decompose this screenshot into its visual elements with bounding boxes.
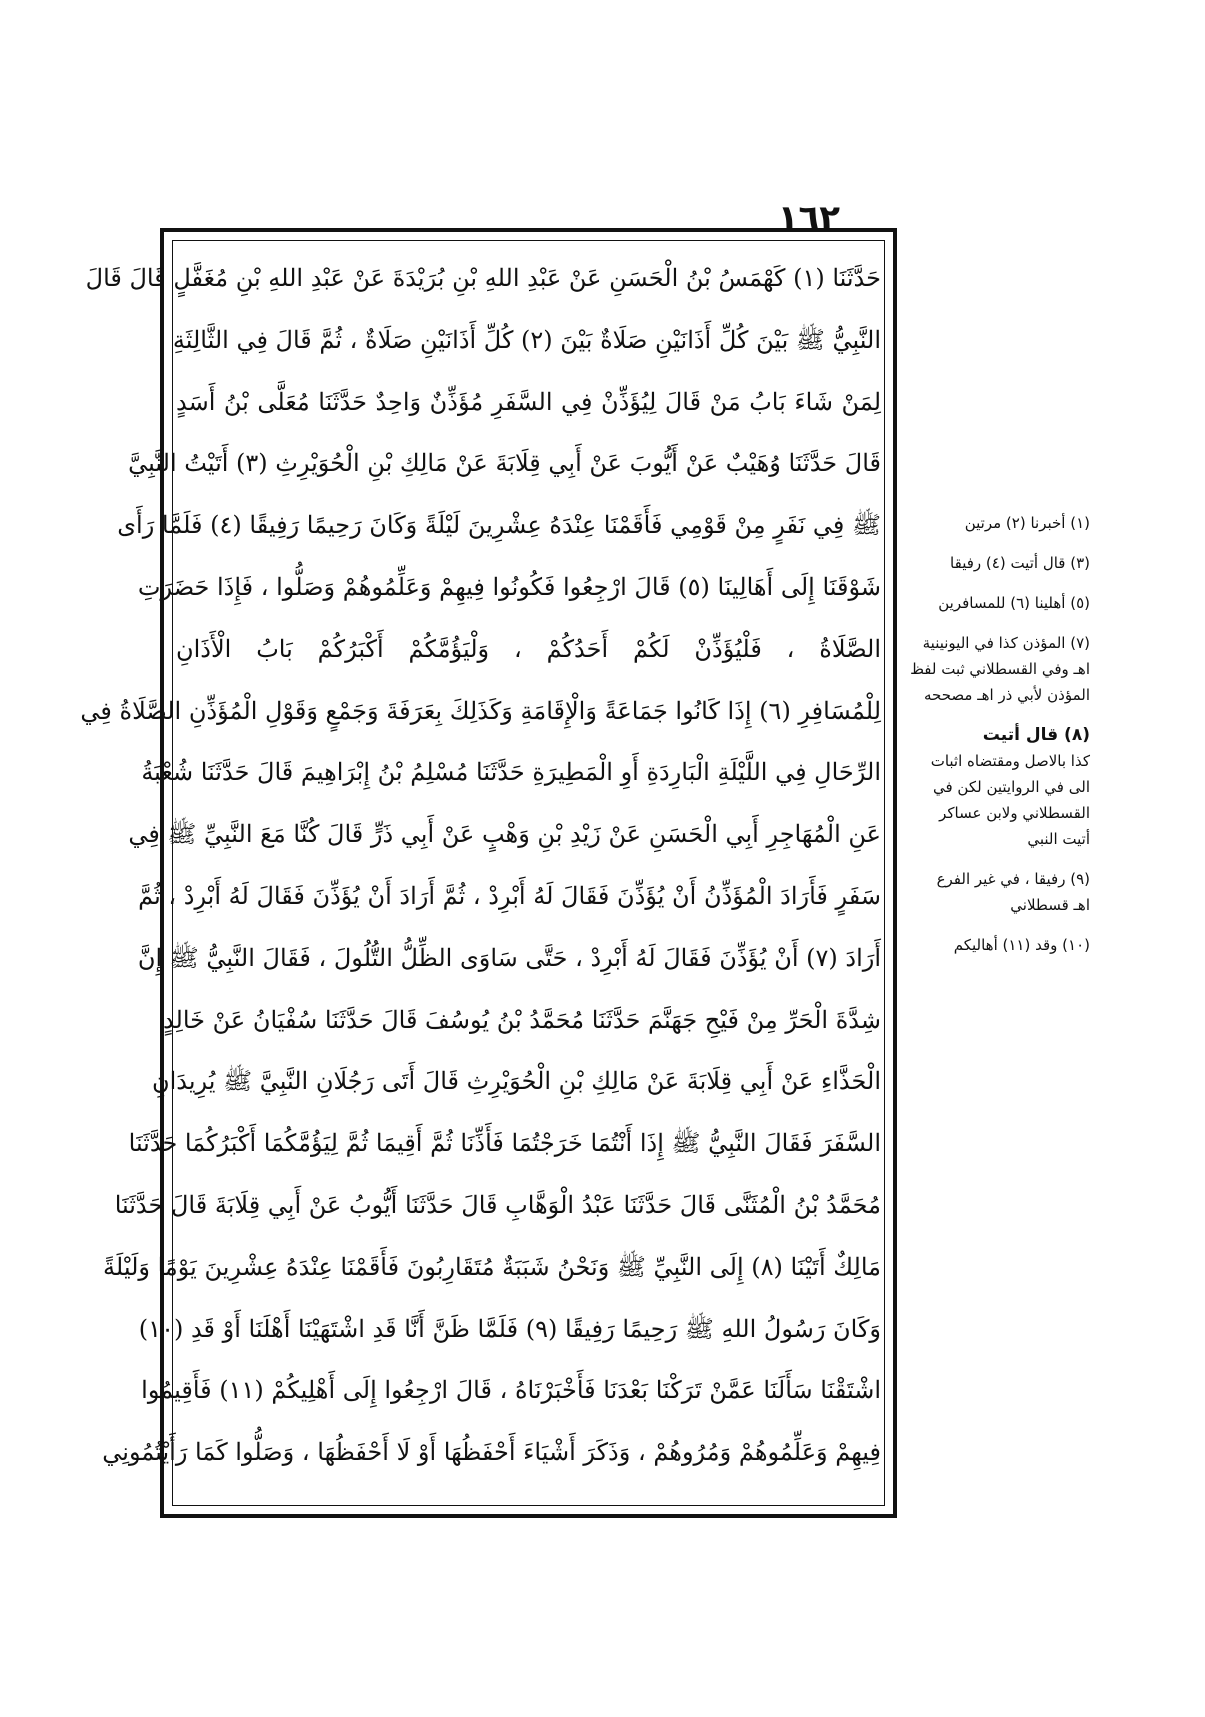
margin-note: (٣) قال أتيت (٤) رفيقا xyxy=(950,554,1090,572)
text-line-10: عَنِ الْمُهَاجِرِ أَبِي الْحَسَنِ عَنْ زَيْدِ بْنِ وَهْبٍ عَنْ أَبِي ذَرٍّ قَالَ كُنَّا مَعَ النَّبِيِّ ﷺ فِي xyxy=(128,820,881,849)
text-line-12: أَرَادَ (٧) أَنْ يُؤَذِّنَ فَقَالَ لَهُ أَبْرِدْ ، حَتَّى سَاوَى الظِّلُّ التُّلُولَ ، فَقَالَ النَّبِيُّ ﷺ إِنَّ xyxy=(137,943,881,972)
margin-note: القسطلاني ولابن عساكر xyxy=(939,804,1090,822)
text-line-15: السَّفَرَ فَقَالَ النَّبِيُّ ﷺ إِذَا أَنْتُمَا خَرَجْتُمَا فَأَذِّنَا ثُمَّ أَقِيمَا ثُمَّ لِيَؤُمَّكُمَا أَكْبَرُكُمَا حَدَّثَنَا xyxy=(128,1129,881,1158)
text-line-3: لِمَنْ شَاءَ بَابُ مَنْ قَالَ لِيُؤَذِّنْ فِي السَّفَرِ مُؤَذِّنٌ وَاحِدٌ حَدَّثَنَا مُعَلَّى بْنُ أَسَدٍ xyxy=(176,387,881,416)
text-line-2: النَّبِيُّ ﷺ بَيْنَ كُلِّ أَذَانَيْنِ صَلَاةٌ بَيْنَ (٢) كُلِّ أَذَانَيْنِ صَلَاةٌ ، ثُمَّ قَالَ فِي الثَّالِثَةِ xyxy=(172,325,881,354)
text-line-20: فِيهِمْ وَعَلِّمُوهُمْ وَمُرُوهُمْ ، وَذَكَرَ أَشْيَاءَ أَحْفَظُهَا أَوْ لَا أَحْفَظُهَا ، وَصَلُّوا كَمَا رَأَيْتُمُونِي xyxy=(102,1438,881,1467)
text-line-14: الْحَذَّاءِ عَنْ أَبِي قِلَابَةَ عَنْ مَالِكِ بْنِ الْحُوَيْرِثِ قَالَ أَتَى رَجُلَانِ النَّبِيَّ ﷺ يُرِيدَانِ xyxy=(151,1067,881,1096)
text-line-17: مَالِكٌ أَتَيْنَا (٨) إِلَى النَّبِيِّ ﷺ وَنَحْنُ شَبَبَةٌ مُتَقَارِبُونَ فَأَقَمْنَا عِنْدَهُ عِشْرِينَ يَوْمًا وَلَيْلَةً xyxy=(103,1252,881,1281)
text-line-19: اشْتَقْنَا سَأَلَنَا عَمَّنْ تَرَكْنَا بَعْدَنَا فَأَخْبَرْنَاهُ ، قَالَ ارْجِعُوا إِلَى أَهْلِيكُمْ (١١) فَأَقِيمُوا xyxy=(141,1376,881,1405)
text-line-16: مُحَمَّدُ بْنُ الْمُثَنَّى قَالَ حَدَّثَنَا عَبْدُ الْوَهَّابِ قَالَ حَدَّثَنَا أَيُّوبُ عَنْ أَبِي قِلَابَةَ قَالَ حَدَّثَنَا xyxy=(114,1190,881,1219)
margin-note: اهـ وفي القسطلاني ثبت لفظ xyxy=(910,660,1090,678)
text-frame xyxy=(80,228,897,1518)
text-line-7: الصَّلَاةُ ، فَلْيُؤَذِّنْ لَكُمْ أَحَدُكُمْ ، وَلْيَؤُمَّكُمْ أَكْبَرُكُمْ بَابُ الْأَذَانِ xyxy=(176,634,881,663)
text-line-8: لِلْمُسَافِرِ (٦) إِذَا كَانُوا جَمَاعَةً وَالْإِقَامَةِ وَكَذَلِكَ بِعَرَفَةَ وَجَمْعٍ وَقَوْلِ الْمُؤَذِّنِ الصَّلَاةُ فِي xyxy=(80,696,881,725)
text-line-11: سَفَرٍ فَأَرَادَ الْمُؤَذِّنُ أَنْ يُؤَذِّنَ فَقَالَ لَهُ أَبْرِدْ ، ثُمَّ أَرَادَ أَنْ يُؤَذِّنَ فَقَالَ لَهُ أَبْرِدْ ، ثُمَّ xyxy=(138,881,881,910)
margin-note: (١) أخبرنا (٢) مرتين xyxy=(964,514,1090,532)
margin-note: اهـ قسطلاني xyxy=(1010,896,1090,914)
text-line-1: حَدَّثَنَا (١) كَهْمَسُ بْنُ الْحَسَنِ عَنْ عَبْدِ اللهِ بْنِ بُرَيْدَةَ عَنْ عَبْدِ اللهِ بْنِ مُغَفَّلٍ قَالَ قَالَ xyxy=(85,264,881,292)
margin-note: (١٠) وقد (١١) أهاليكم xyxy=(953,936,1090,954)
margin-note: أتيت النبي xyxy=(1027,830,1090,848)
margin-note: (٥) أهلينا (٦) للمسافرين xyxy=(938,594,1090,612)
text-line-9: الرِّحَالِ فِي اللَّيْلَةِ الْبَارِدَةِ أَوِ الْمَطِيرَةِ حَدَّثَنَا مُسْلِمُ بْنُ إِبْرَاهِيمَ قَالَ حَدَّثَنَا شُعْبَةُ xyxy=(141,758,881,787)
text-line-5: ﷺ فِي نَفَرٍ مِنْ قَوْمِي فَأَقَمْنَا عِنْدَهُ عِشْرِينَ لَيْلَةً وَكَانَ رَحِيمًا رَفِيقًا (٤) فَلَمَّا رَأَى xyxy=(117,511,881,540)
margin-note: الى في الروايتين لكن في xyxy=(932,778,1090,796)
page-number: ١٦٢ xyxy=(777,198,840,238)
text-line-13: شِدَّةَ الْحَرِّ مِنْ فَيْحِ جَهَنَّمَ حَدَّثَنَا مُحَمَّدُ بْنُ يُوسُفَ قَالَ حَدَّثَنَا سُفْيَانُ عَنْ خَالِدٍ xyxy=(162,1005,881,1034)
margin-note: (٩) رفيقا ، في غير الفرع xyxy=(936,870,1090,888)
text-line-18: وَكَانَ رَسُولُ اللهِ ﷺ رَحِيمًا رَفِيقًا (٩) فَلَمَّا ظَنَّ أَنَّا قَدِ اشْتَهَيْنَا أَهْلَنَا أَوْ قَدِ (١٠) xyxy=(138,1314,881,1343)
margin-note: (٧) المؤذن كذا في اليونينية xyxy=(922,634,1090,652)
margin-note: (٨) قال أتيت xyxy=(982,725,1090,745)
margin-note: المؤذن لأبي ذر اهـ مصححه xyxy=(923,686,1090,704)
margin-notes xyxy=(905,510,1090,958)
margin-note: كذا بالاصل ومقتضاه اثبات xyxy=(930,752,1090,770)
text-line-6: شَوْقَنَا إِلَى أَهَالِينَا (٥) قَالَ ارْجِعُوا فَكُونُوا فِيهِمْ وَعَلِّمُوهُمْ وَصَلُّوا ، فَإِذَا حَضَرَتِ xyxy=(137,572,881,601)
main-text-block xyxy=(80,248,881,1500)
text-line-4: قَالَ حَدَّثَنَا وُهَيْبٌ عَنْ أَيُّوبَ عَنْ أَبِي قِلَابَةَ عَنْ مَالِكِ بْنِ الْحُوَيْرِثِ (٣) أَتَيْتُ النَّبِيَّ xyxy=(128,449,881,478)
